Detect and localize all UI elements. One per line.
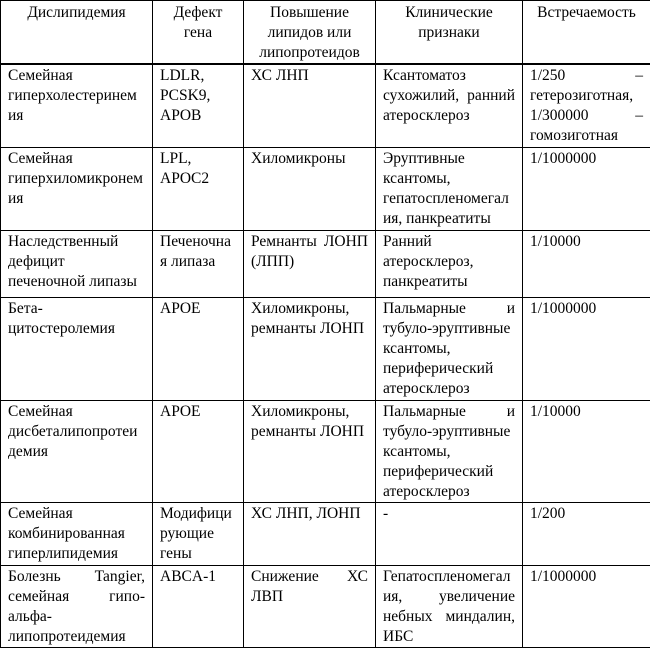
table-cell: 1/200 xyxy=(523,502,650,565)
table-cell: Пальмарные и тубуло-эруптивные ксантомы, периферический атеросклероз xyxy=(376,400,523,502)
table-cell: Печеночная липаза xyxy=(153,230,244,297)
table-cell: Гепатоспленомегалия, увеличение небных миндалин, ИБС xyxy=(376,565,523,647)
table-row xyxy=(1,147,650,230)
table-cell: Семейная гиперхолестеринемия xyxy=(1,64,153,147)
table-cell: LPL, APOC2 xyxy=(153,147,244,230)
table-cell: ХС ЛНП xyxy=(244,64,376,147)
table-cell: Хиломикроны, ремнанты ЛОНП xyxy=(244,297,376,400)
table-row xyxy=(1,565,650,647)
table-body xyxy=(1,64,650,647)
table-cell: Семейная комбинированная гиперлипидемия xyxy=(1,502,153,565)
table-cell: Наследственный дефицит печеночной липазы xyxy=(1,230,153,297)
table-cell: Ранний атеросклероз, панкреатиты xyxy=(376,230,523,297)
table-row xyxy=(1,230,650,297)
table-cell: 1/10000 xyxy=(523,230,650,297)
table-cell: Хиломикроны, ремнанты ЛОНП xyxy=(244,400,376,502)
table-cell: - xyxy=(376,502,523,565)
table-cell: APOE xyxy=(153,400,244,502)
table-cell: 1/250 – гетерозиготная, 1/300000 – гомозиготная xyxy=(523,64,650,147)
table-cell: APOE xyxy=(153,297,244,400)
table-cell: 1/1000000 xyxy=(523,147,650,230)
table-cell: Пальмарные и тубуло-эруптивные ксантомы, периферический атеросклероз xyxy=(376,297,523,400)
table-row xyxy=(1,64,650,147)
table-cell: Снижение ХС ЛВП xyxy=(244,565,376,647)
table-row xyxy=(1,297,650,400)
table-cell: Эруптивные ксантомы, гепатоспленомегалия, панкреатиты xyxy=(376,147,523,230)
table-cell: ХС ЛНП, ЛОНП xyxy=(244,502,376,565)
header-cell: Дефект гена xyxy=(153,1,244,65)
header-cell: Клинические признаки xyxy=(376,1,523,65)
table-row xyxy=(1,502,650,565)
header-cell: Встречаемость xyxy=(523,1,650,65)
table-cell: 1/1000000 xyxy=(523,297,650,400)
table-header xyxy=(1,1,650,65)
table-cell: 1/10000 xyxy=(523,400,650,502)
table-cell: Модифицирующие гены xyxy=(153,502,244,565)
table-cell: Хиломикроны xyxy=(244,147,376,230)
table-cell: ABCA-1 xyxy=(153,565,244,647)
table-row xyxy=(1,400,650,502)
header-cell: Дислипидемия xyxy=(1,1,153,65)
table-cell: Семейная дисбеталипопротеидемия xyxy=(1,400,153,502)
header-cell: Повышение липидов или липопротеидов xyxy=(244,1,376,65)
table-cell: 1/1000000 xyxy=(523,565,650,647)
table-cell: Ксантоматоз сухожилий, ранний атеросклероз xyxy=(376,64,523,147)
table-cell: Бета-цитостеролемия xyxy=(1,297,153,400)
table-cell: Ремнанты ЛОНП (ЛПП) xyxy=(244,230,376,297)
header-row xyxy=(1,1,650,65)
table-cell: Семейная гиперхиломикронемия xyxy=(1,147,153,230)
table-cell: LDLR, PCSK9, APOB xyxy=(153,64,244,147)
table-cell: Болезнь Tangier, семейная гипо-альфа-липопротеидемия xyxy=(1,565,153,647)
